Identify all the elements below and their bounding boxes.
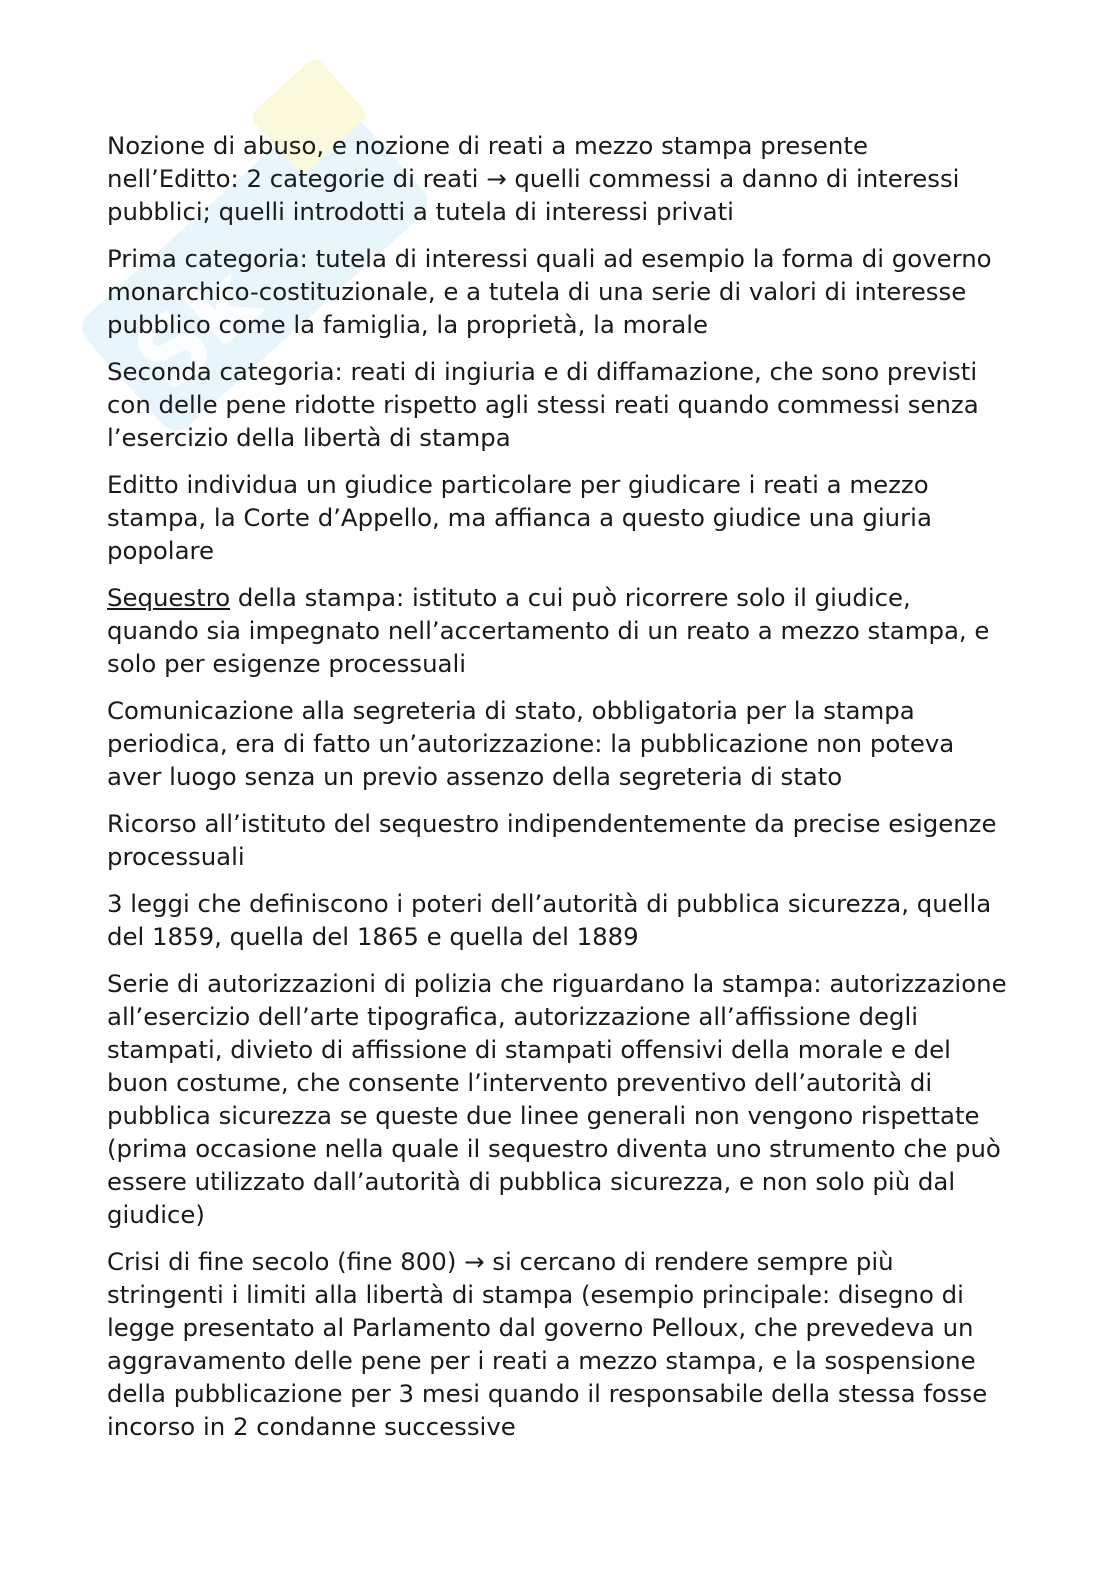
paragraph-comunicazione: Comunicazione alla segreteria di stato, obbligatoria per la stampa periodica, era di fatto un’autorizzazione: la pubblicazione non poteva aver luogo senza un previo assenzo della segreteria di stato <box>107 696 955 791</box>
underlined-term: Sequestro <box>107 583 231 612</box>
paragraph-autorizzazioni: Serie di autorizzazioni di polizia che riguardano la stampa: autorizzazione all’esercizio dell’arte tipografica, autorizzazione all’affissione degli stampati, divieto di affissione di stampati offensivi della morale e del buon costume, che consente l’intervento preventivo dell’autorità di pubblica sicurezza se queste due linee generali non vengono rispettate (prima occasione nella quale il sequestro diventa uno strumento che può essere utilizzato dall’autorità di pubblica sicurezza, e non solo più dal giudice) <box>107 969 1007 1229</box>
paragraph-editto-giudice: Editto individua un giudice particolare per giudicare i reati a mezzo stampa, la Corte d’Appello, ma affianca a questo giudice una giuria popolare <box>107 470 932 565</box>
paragraph-text: quelli commessi a danno di interessi pubblici; quelli introdotti a tutela di interessi privati <box>107 164 960 226</box>
paragraph-crisi <box>107 1245 1007 1443</box>
paragraph-sequestro <box>107 581 1007 680</box>
paragraph-tre-leggi: 3 leggi che definiscono i poteri dell’autorità di pubblica sicurezza, quella del 1859, quella del 1865 e quella del 1889 <box>107 889 992 951</box>
right-arrow-icon: → <box>486 164 507 193</box>
paragraph-prima-categoria: Prima categoria: tutela di interessi quali ad esempio la forma di governo monarchico-costituzionale, e a tutela di una serie di valori di interesse pubblico come la famiglia, la proprietà, la morale <box>107 244 992 339</box>
paragraph-ricorso: Ricorso all’istituto del sequestro indipendentemente da precise esigenze processuali <box>107 809 997 871</box>
document-body <box>107 129 1007 1457</box>
paragraph-seconda-categoria: Seconda categoria: reati di ingiuria e di diffamazione, che sono previsti con delle pene ridotte rispetto agli stessi reati quando commessi senza l’esercizio della libertà di stampa <box>107 357 979 452</box>
paragraph-text: si cercano di rendere sempre più stringenti i limiti alla libertà di stampa (esempio principale: disegno di legge presentato al Parlamento dal governo Pelloux, che prevedeva un aggravamento delle pene per i reati a mezzo stampa, e la sospensione della pubblicazione per 3 mesi quando il responsabile della stessa fosse incorso in 2 condanne successive <box>107 1247 988 1441</box>
right-arrow-icon: → <box>464 1247 485 1276</box>
paragraph-text: della stampa: istituto a cui può ricorrere solo il giudice, quando sia impegnato nell’accertamento di un reato a mezzo stampa, e solo per esigenze processuali <box>107 583 990 678</box>
svg-text:Sk: Sk <box>113 246 280 412</box>
paragraph-text: Crisi di fine secolo (fine 800) <box>107 1247 465 1276</box>
paragraph-abuso <box>107 129 1007 228</box>
paragraph-text: Nozione di abuso, e nozione di reati a mezzo stampa presente nell’Editto: 2 categorie di reati <box>107 131 868 193</box>
